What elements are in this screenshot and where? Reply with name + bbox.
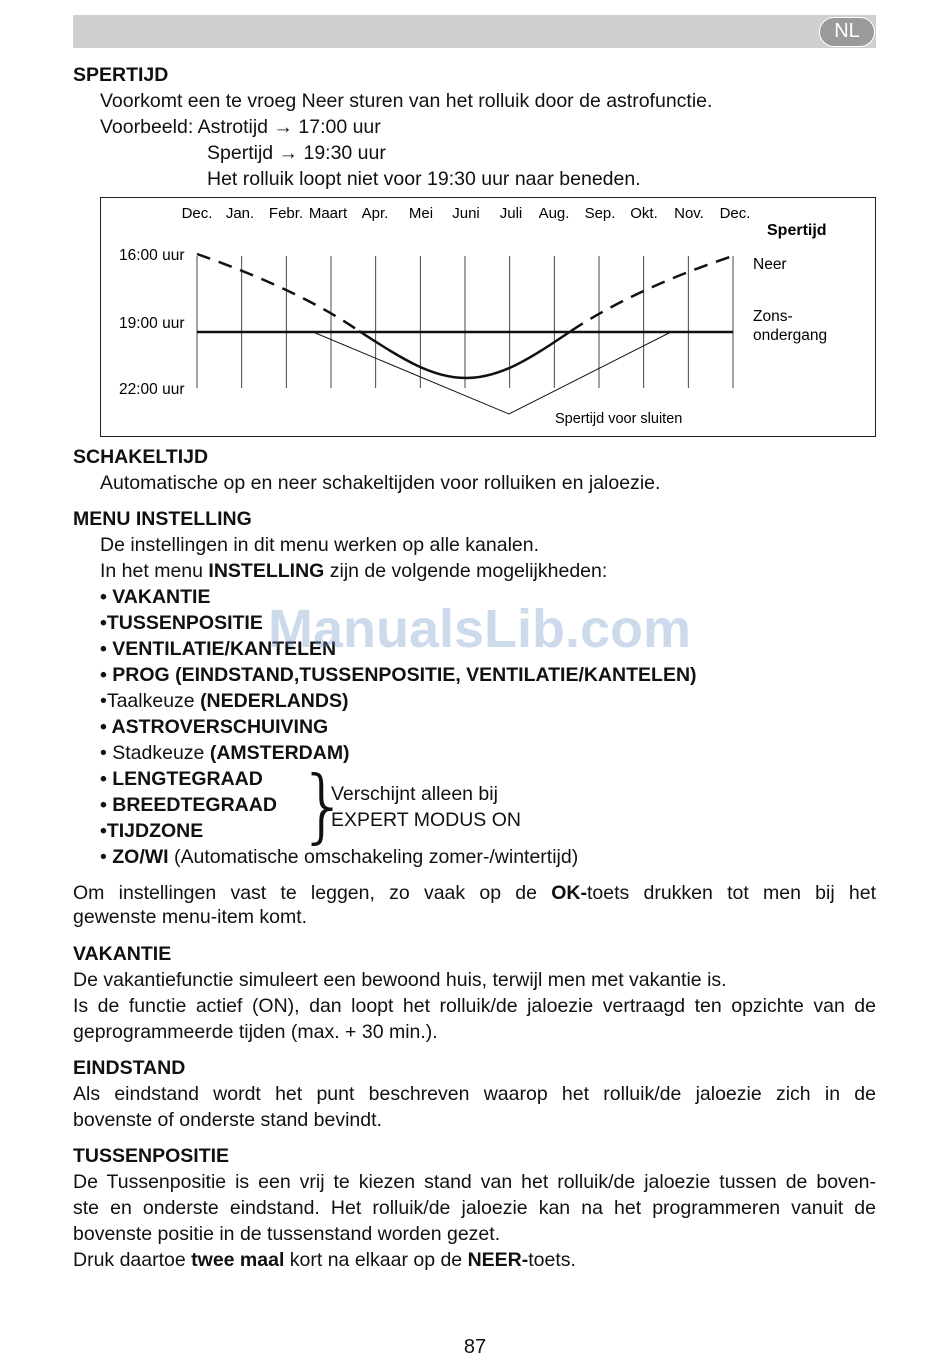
menu-line1: De instellingen in dit menu werken op alle kanalen. — [100, 534, 540, 556]
neer-curve-dashed-right — [571, 256, 733, 331]
menu-item-breedte: • BREEDTEGRAAD — [100, 794, 277, 816]
month-label: Okt. — [630, 205, 658, 222]
menu-item-taal: •Taalkeuze (NEDERLANDS) — [100, 690, 349, 712]
month-label: Jan. — [225, 205, 255, 222]
month-label: Dec. — [719, 205, 751, 222]
menu-item-lengte: • LENGTEGRAAD — [100, 768, 263, 790]
neer-curve-dashed-left — [197, 254, 359, 331]
menu-line2: In het menu INSTELLING zijn de volgende mogelijkheden: — [100, 560, 608, 582]
language-badge: NL — [819, 17, 875, 47]
month-label: Maart — [308, 205, 348, 222]
y-axis-label: 19:00 uur — [119, 315, 185, 332]
spertijd-example-note: Het rolluik loopt niet voor 19:30 uur naar beneden. — [207, 168, 641, 190]
month-label: Apr. — [361, 205, 389, 222]
month-label: Sep. — [584, 205, 616, 222]
menu-item-astro: • ASTROVERSCHUIVING — [100, 716, 329, 738]
section-title-eindstand: EINDSTAND — [73, 1057, 186, 1079]
spertijd-line1: Voorkomt een te vroeg Neer sturen van het rolluik door de astrofunctie. — [100, 90, 713, 112]
menu-item-zowi: • ZO/WI (Automatische omschakeling zomer-/wintertijd) — [100, 846, 579, 868]
eindstand-line2: bovenste of onderste stand bevindt. — [73, 1109, 382, 1131]
tussenpositie-line4: Druk daartoe twee maal kort na elkaar op de NEER-toets. — [73, 1249, 576, 1271]
menu-item-ventilatie: • VENTILATIE/KANTELEN — [100, 638, 337, 660]
schakeltijd-line1: Automatische op en neer schakeltijden voor rolluiken en jaloezie. — [100, 472, 661, 494]
page-number: 87 — [463, 1336, 487, 1358]
month-label: Nov. — [674, 205, 704, 222]
vakantie-line3: geprogrammeerde tijden (max. + 30 min.). — [73, 1021, 438, 1043]
label-neer: Neer — [753, 256, 787, 273]
section-title-vakantie: VAKANTIE — [73, 943, 172, 965]
tussenpositie-line1: De Tussenpositie is een vrij te kiezen stand van het rolluik/de jaloezie tussen de boven- — [73, 1171, 876, 1193]
menu-item-tussenpositie: •TUSSENPOSITIE — [100, 612, 263, 634]
arrow-icon: → — [278, 142, 299, 164]
spertijd-example-sper: Spertijd → 19:30 uur — [207, 142, 386, 164]
vakantie-line1: De vakantiefunctie simuleert een bewoond huis, terwijl men met vakantie is. — [73, 969, 727, 991]
spertijd-example: Voorbeeld: Astrotijd → 17:00 uur — [100, 116, 381, 138]
month-label: Mei — [408, 205, 434, 222]
month-label: Juni — [452, 205, 480, 222]
month-label: Aug. — [538, 205, 570, 222]
menu-item-prog: • PROG (EINDSTAND,TUSSENPOSITIE, VENTILATIE/KANTELEN) — [100, 664, 697, 686]
y-axis-label: 16:00 uur — [119, 247, 185, 264]
section-title-schakeltijd: SCHAKELTIJD — [73, 446, 209, 468]
menu-item-stad: • Stadkeuze (AMSTERDAM) — [100, 742, 350, 764]
header-bar — [73, 15, 876, 48]
y-axis-label: 22:00 uur — [119, 381, 185, 398]
chart-annotation: Spertijd voor sluiten — [555, 411, 683, 427]
month-label: Dec. — [181, 205, 213, 222]
month-label: Juli — [499, 205, 523, 222]
month-label: Febr. — [268, 205, 304, 222]
tussenpositie-line3: bovenste positie in de tussenstand worden gezet. — [73, 1223, 501, 1245]
expert-note-line1: Verschijnt alleen bij — [331, 783, 498, 805]
arrow-icon: → — [273, 116, 293, 138]
expert-note-line2: EXPERT MODUS ON — [331, 809, 521, 831]
watermark: ManualsLib.com — [268, 599, 692, 659]
vakantie-line2: Is de functie actief (ON), dan loopt het rolluik/de jaloezie vertraagd ten opzichte van de — [73, 995, 876, 1017]
brace-icon: } — [298, 759, 349, 852]
section-title-spertijd: SPERTIJD — [73, 64, 169, 86]
tussenpositie-line2: ste en onderste eindstand. Het rolluik/de jaloezie kan na het programmeren vanuit de — [73, 1197, 876, 1219]
section-title-tussenpositie: TUSSENPOSITIE — [73, 1145, 230, 1167]
spertijd-chart — [100, 197, 876, 437]
menu-item-tijdzone: •TIJDZONE — [100, 820, 204, 842]
eindstand-line1: Als eindstand wordt het punt beschreven waarop het rolluik/de jaloezie zich in de — [73, 1083, 876, 1105]
ok-instruction-line2: gewenste menu-item komt. — [73, 906, 308, 928]
section-title-menu: MENU INSTELLING — [73, 508, 252, 530]
chart-legend-title: Spertijd — [767, 222, 827, 239]
ok-instruction-line1: Om instellingen vast te leggen, zo vaak op de OK-toets drukken tot men bij het — [73, 882, 876, 904]
label-zons1: Zons- — [753, 308, 793, 325]
spertijd-chart-svg — [101, 198, 874, 435]
label-zons2: ondergang — [753, 327, 828, 344]
menu-item-vakantie: • VAKANTIE — [100, 586, 211, 608]
